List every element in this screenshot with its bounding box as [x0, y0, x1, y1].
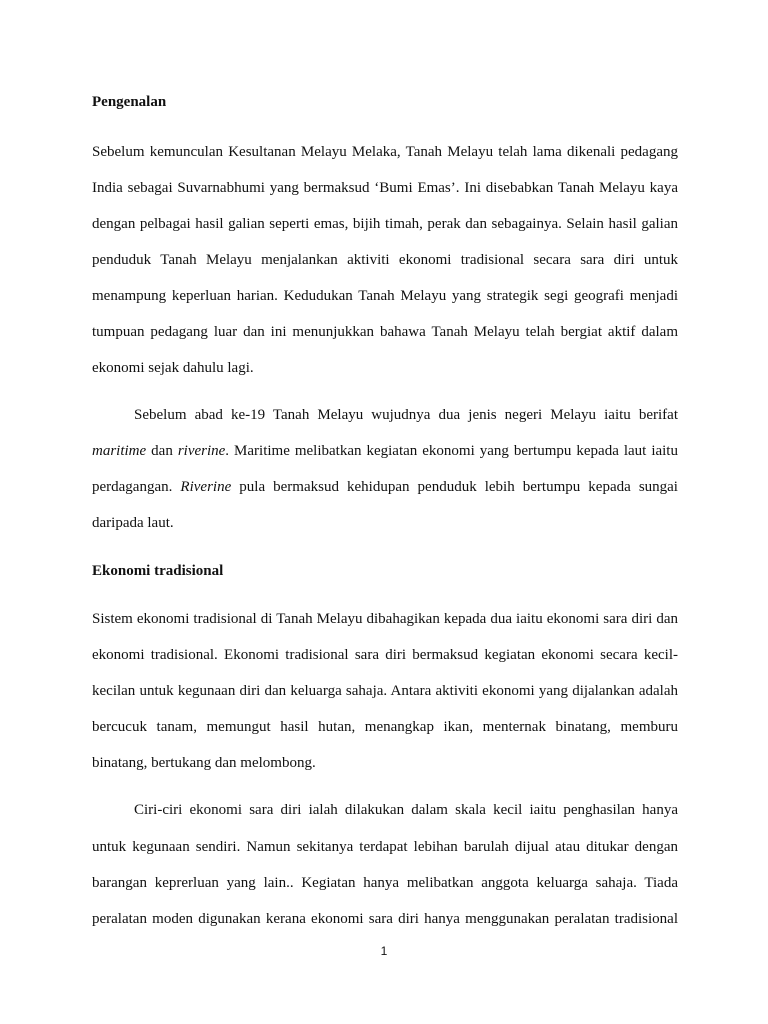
text-line: untuk kegunaan sendiri. Namun sekitanya terdapat lebihan barulah dijual atau ditukar dengan: [92, 839, 678, 855]
text-line: Sistem ekonomi tradisional di Tanah Melayu dibahagikan kepada dua iaitu ekonomi sara diri dan: [92, 611, 678, 627]
text-line: Ciri-ciri ekonomi sara diri ialah dilakukan dalam skala kecil iaitu penghasilan hanya: [134, 802, 678, 818]
text-line: kecilan untuk kegunaan diri dan keluarga sahaja. Antara aktiviti ekonomi yang dijalankan adalah: [92, 683, 678, 699]
text-line: barangan keprerluan yang lain.. Kegiatan hanya melibatkan anggota keluarga sahaja. Tiada: [92, 875, 678, 891]
text-run: . Maritime melibatkan kegiatan ekonomi yang bertumpu kepada laut iaitu: [225, 443, 678, 459]
italic-term-maritime: maritime: [92, 443, 147, 459]
heading-ekonomi-tradisional: Ekonomi tradisional: [92, 563, 224, 579]
text-line: peralatan moden digunakan kerana ekonomi sara diri hanya menggunakan peralatan tradisional: [92, 911, 678, 927]
text-line: daripada laut.: [92, 515, 174, 531]
text-line: binatang, bertukang dan melombong.: [92, 755, 316, 771]
text-line: ekonomi sejak dahulu lagi.: [92, 360, 254, 376]
text-line: menampung keperluan harian. Kedudukan Tanah Melayu yang strategik segi geografi menjadi: [92, 288, 678, 304]
text-line: [92, 442, 678, 460]
text-run: dan: [146, 443, 178, 459]
italic-term-riverine: Riverine: [180, 479, 232, 495]
text-line: Sebelum abad ke-19 Tanah Melayu wujudnya dua jenis negeri Melayu iaitu berifat: [134, 407, 678, 423]
italic-term-riverine: riverine: [177, 443, 226, 459]
heading-pengenalan: Pengenalan: [92, 94, 167, 110]
text-line: [92, 478, 678, 496]
page-number: 1: [380, 944, 388, 958]
text-line: bercucuk tanam, memungut hasil hutan, menangkap ikan, menternak binatang, memburu: [92, 719, 678, 735]
text-line: India sebagai Suvarnabhumi yang bermaksud ‘Bumi Emas’. Ini disebabkan Tanah Melayu kaya: [92, 180, 678, 196]
text-run: pula bermaksud kehidupan penduduk lebih bertumpu kepada sungai: [231, 479, 678, 495]
text-line: dengan pelbagai hasil galian seperti emas, bijih timah, perak dan sebagainya. Selain hasil galian: [92, 216, 678, 232]
text-line: tumpuan pedagang luar dan ini menunjukkan bahawa Tanah Melayu telah bergiat aktif dalam: [92, 324, 678, 340]
text-line: ekonomi tradisional. Ekonomi tradisional sara diri bermaksud kegiatan ekonomi secara kecil-: [92, 647, 678, 663]
text-run: perdagangan.: [92, 479, 181, 495]
text-line: Sebelum kemunculan Kesultanan Melayu Melaka, Tanah Melayu telah lama dikenali pedagang: [92, 144, 678, 160]
text-line: penduduk Tanah Melayu menjalankan aktiviti ekonomi tradisional secara sara diri untuk: [92, 252, 678, 268]
